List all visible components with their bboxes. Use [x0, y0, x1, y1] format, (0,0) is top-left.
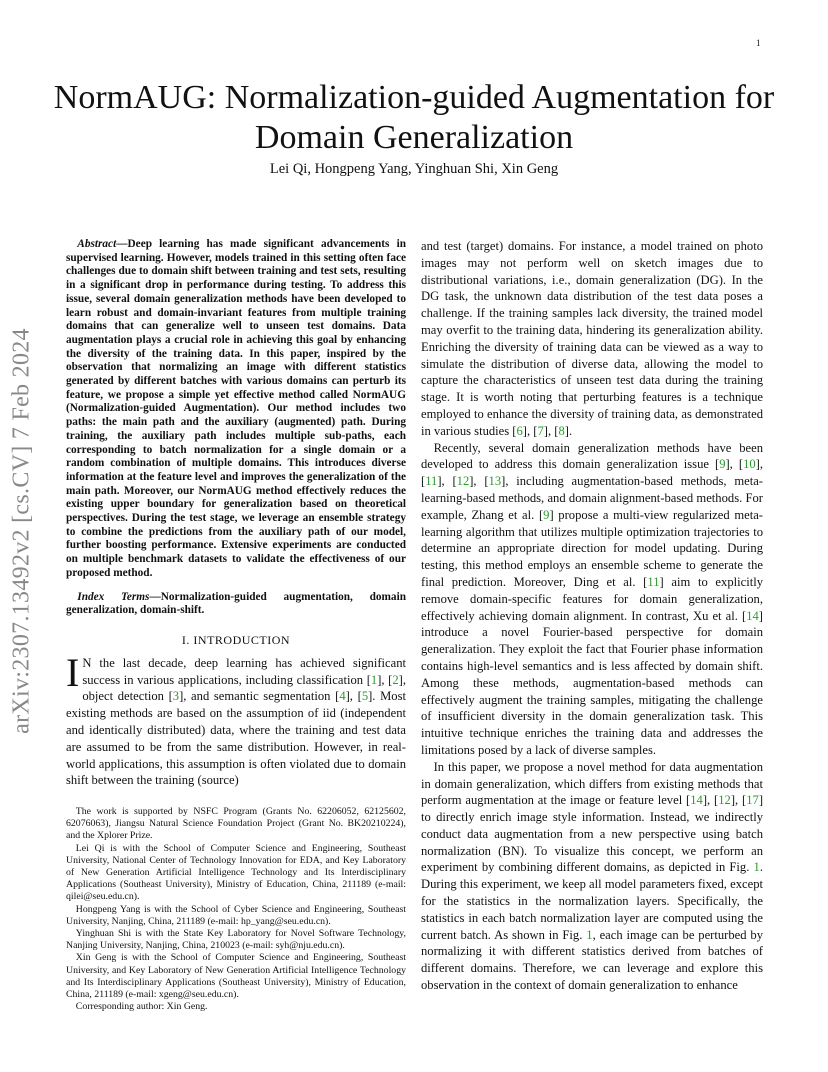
body-paragraph: Recently, several domain generalization methods have been developed to address this domain generalization issue [9], [10], [11], [12], [13], including augmentation-based methods, meta-learning-based methods, and domain alignment-based methods. For example, Zhang et al. [9] propose a multi-view regularized meta-learning algorithm that utilizes multiple optimization trajectories to determine an appropriate direction for model updating. During testing, this method employs an ensemble scheme to generate the final prediction. Moreover, Ding et al. [11] aim to explicitly remove domain-specific features for domain generalization, effectively achieving domain alignment. In contrast, Xu et al. [14] introduce a novel Fourier-based perspective for domain generalization. They exploit the fact that Fourier phase information contains high-level semantics and is less affected by domain shift. Among these methods, augmentation-based methods can effectively augment the training samples, mitigating the challenge of insufficient diversity in the domain generalization task. This intuitive technique enriches the training data and addresses the limitations posed by a lack of diverse samples.: [421, 440, 763, 757]
footnote: Lei Qi is with the School of Computer Science and Engineering, Southeast University, National Center of Technology Innovation for EDA, and Key Laboratory of New Generation Artificial Intelligence Technology and Its Interdisciplinary Applications (Southeast University), Ministry of Education, China, 211189 (e-mail: qilei@seu.edu.cn).: [66, 842, 406, 903]
abstract: [66, 238, 406, 581]
arxiv-identifier: arXiv:2307.13492v2 [cs.CV] 7 Feb 2024: [8, 328, 35, 734]
footnote: Yinghuan Shi is with the State Key Laboratory for Novel Software Technology, Nanjing University, Nanjing, China, 210023 (e-mail: syh@nju.edu.cn).: [66, 928, 406, 952]
body-paragraph: and test (target) domains. For instance, a model trained on photo images may not perform well on sketch images due to distributional variations, i.e., domain generalization (DG). In the DG task, the unknown data distribution of the test data poses a challenge. If the training samples lack diversity, the trained model may overfit to the training data, hindering its generalization ability. Enriching the diversity of training data can be viewed as a way to simulate the distribution of diverse data, allowing the model to capture the characteristics of unseen test data during the training stage. It is worth noting that perturbing features is a technique employed to enhance the diversity of training data, as demonstrated in various studies [6], [7], [8].: [421, 239, 763, 438]
footnote: Corresponding author: Xin Geng.: [75, 1001, 208, 1013]
right-column: [421, 238, 763, 994]
footnotes: [66, 806, 406, 1013]
author-list: Lei Qi, Hongpeng Yang, Yinghuan Shi, Xin Geng: [269, 161, 559, 177]
index-terms: [66, 591, 406, 618]
page-number: 1: [756, 38, 761, 48]
drop-cap: I: [66, 649, 80, 695]
paper-title: NormAUG: Normalization-guided Augmentation for Domain Generalization: [53, 79, 775, 156]
footnote: Xin Geng is with the School of Computer Science and Engineering, Southeast University, and Key Laboratory of New Generation Artificial Intelligence Technology and Its Interdisciplinary Applications (Southeast University), Ministry of Education, China, 211189 (e-mail: xgeng@seu.edu.cn).: [66, 952, 406, 1001]
abstract-label: Abstract: [77, 238, 117, 250]
index-terms-text: —Normalization-guided augmentation, domain generalization, domain-shift.: [66, 590, 406, 617]
footnote: Hongpeng Yang is with the School of Cyber Science and Engineering, Southeast University, Nanjing, China, 211189 (e-mail: hp_yang@seu.edu.cn).: [66, 903, 406, 927]
index-terms-label: Index Terms: [77, 590, 150, 603]
abstract-text: —Deep learning has made significant advancements in supervised learning. However, models trained in this setting often face challenges due to domain shift between training and test sets, resulting in a significant drop in performance during testing. To address this issue, several domain generalization methods have been developed to learn robust and domain-invariant features from multiple training domains that can generalize well to unseen test domains. Data augmentation plays a crucial role in achieving this goal by enhancing the diversity of the training data. In this paper, inspired by the observation that normalizing an image with different statistics generated by different batches with various domains can perturb its feature, we propose a simple yet effective method called NormAUG (Normalization-guided Augmentation). Our method includes two paths: the main path and the auxiliary (augmented) path. During training, the auxiliary path includes multiple sub-paths, each corresponding to batch normalization for a single domain or a random combination of multiple domains. This introduces diverse information at the feature level and improves the generalization of the main path. Moreover, our NormAUG method effectively reduces the existing upper boundary for generalization based on theoretical perspectives. During the test stage, we leverage an ensemble strategy to combine the predictions from the auxiliary path of our model, further boosting performance. Extensive experiments are conducted on multiple benchmark datasets to validate the effectiveness of our proposed method.: [66, 238, 406, 579]
arxiv-sidebar: [2, 296, 42, 766]
left-column: [66, 238, 406, 789]
footnote: The work is supported by NSFC Program (Grants No. 62206052, 62125602, 62076063), Jiangsu Natural Science Foundation Project (Grant No. BK20210224), and the Xplorer Prize.: [66, 806, 406, 842]
section-heading-introduction: I. INTRODUCTION: [181, 632, 291, 647]
intro-paragraph: [66, 649, 407, 789]
body-paragraph: In this paper, we propose a novel method for data augmentation in domain generalization, which differs from existing methods that perform augmentation at the image or feature level [14], [12], [17] to directly enrich image style information. Instead, we indirectly conduct data augmentation from a new perspective using batch normalization (BN). To visualize this concept, we perform an experiment by combining different domains, as depicted in Fig. 1. During this experiment, we keep all model parameters fixed, except for the statistics in the normalization layers. Specifically, the statistics in each batch normalization layer are computed using the current batch. As shown in Fig. 1, each image can be perturbed by normalizing it with different statistics derived from batches of different domains. Therefore, we can leverage and explore this observation in the context of domain generalization to enhance: [421, 759, 764, 993]
intro-text: N the last decade, deep learning has achieved significant success in various applications, including classification [1], [2], object detection [3], and semantic segmentation [4], [5]. Most existing methods are based on the assumption of iid (independent and identically distributed) data, where the training and test data are assumed to be from the same distribution. However, in real-world applications, this assumption is often violated due to domain shift between the training (source): [66, 655, 407, 788]
